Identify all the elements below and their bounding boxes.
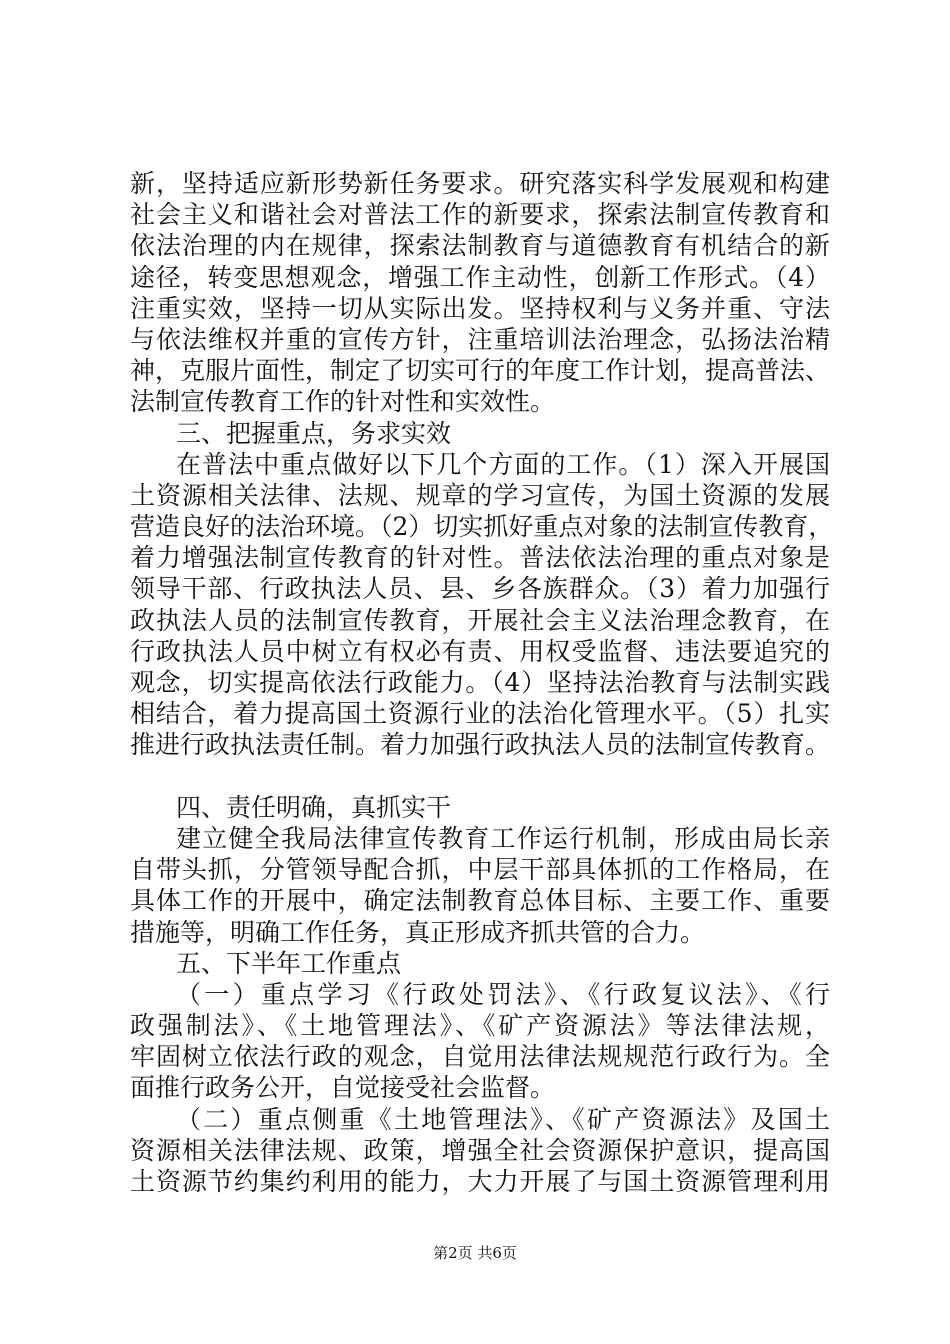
text-line: 具体工作的开展中，确定法制教育总体目标、主要工作、重要: [130, 886, 830, 916]
text-line: 途径，转变思想观念，增强工作主动性，创新工作形式。（4）: [130, 262, 830, 292]
text-line: 资源相关法律法规、政策，增强全社会资源保护意识，提高国: [130, 1135, 830, 1165]
text-line: （一）重点学习《行政处罚法》、《行政复议法》、《行: [176, 979, 830, 1009]
text-line: 营造良好的法治环境。（2）切实抓好重点对象的法制宣传教育，: [130, 512, 834, 542]
text-line: 相结合，着力提高国土资源行业的法治化管理水平。（5）扎实: [130, 699, 830, 729]
text-line: 领导干部、行政执法人员、县、乡各族群众。（3）着力加强行: [130, 574, 830, 604]
text-line: 在普法中重点做好以下几个方面的工作。（1）深入开展国: [176, 449, 830, 479]
text-line: 自带头抓，分管领导配合抓，中层干部具体抓的工作格局，在: [130, 855, 830, 885]
text-line: 神，克服片面性，制定了切实可行的年度工作计划，提高普法、: [130, 356, 831, 386]
document-body: [130, 168, 834, 1197]
text-line: 牢固树立依法行政的观念，自觉用法律法规规范行政行为。全: [130, 1042, 830, 1072]
text-line: 观念，切实提高依法行政能力。（4）坚持法治教育与法制实践: [130, 668, 830, 697]
text-line: 新，坚持适应新形势新任务要求。研究落实科学发展观和构建: [130, 169, 830, 198]
text-line: 注重实效，坚持一切从实际出发。坚持权利与义务并重、守法: [130, 293, 830, 323]
text-line: 着力增强法制宣传教育的针对性。普法依法治理的重点对象是: [130, 543, 830, 573]
text-line: 土资源节约集约利用的能力，大力开展了与国土资源管理利用: [130, 1167, 830, 1196]
text-line: 行政执法人员中树立有权必有责、用权受监督、违法要追究的: [130, 636, 830, 666]
text-line: 依法治理的内在规律，探索法制教育与道德教育有机结合的新: [130, 231, 830, 261]
text-line: 政执法人员的法制宣传教育，开展社会主义法治理念教育，在: [130, 605, 830, 635]
section-heading: 四、责任明确，真抓实干: [176, 792, 452, 822]
text-line: 面推行政务公开，自觉接受社会监督。: [130, 1073, 556, 1103]
text-line: 建立健全我局法律宣传教育工作运行机制，形成由局长亲: [176, 823, 830, 853]
text-line: （二）重点侧重《土地管理法》、《矿产资源法》及国土: [176, 1104, 830, 1134]
text-line: 社会主义和谐社会对普法工作的新要求，探索法制宣传教育和: [130, 200, 830, 230]
text-line: 与依法维权并重的宣传方针，注重培训法治理念，弘扬法治精: [130, 324, 830, 354]
section-heading: 三、把握重点，务求实效: [176, 418, 452, 448]
page-number: 第2页 共6页: [433, 1244, 517, 1262]
text-line: 推进行政执法责任制。着力加强行政执法人员的法制宣传教育。: [130, 730, 831, 760]
text-line: 土资源相关法律、法规、规章的学习宣传，为国土资源的发展: [130, 480, 830, 510]
text-line: 措施等，明确工作任务，真正形成齐抓共管的合力。: [130, 917, 706, 947]
text-line: 法制宣传教育工作的针对性和实效性。: [130, 387, 556, 417]
text-line: 政强制法》、《土地管理法》、《矿产资源法》等法律法规，: [130, 1011, 830, 1041]
section-heading: 五、下半年工作重点: [176, 948, 402, 978]
paragraph-gap: [130, 761, 830, 792]
